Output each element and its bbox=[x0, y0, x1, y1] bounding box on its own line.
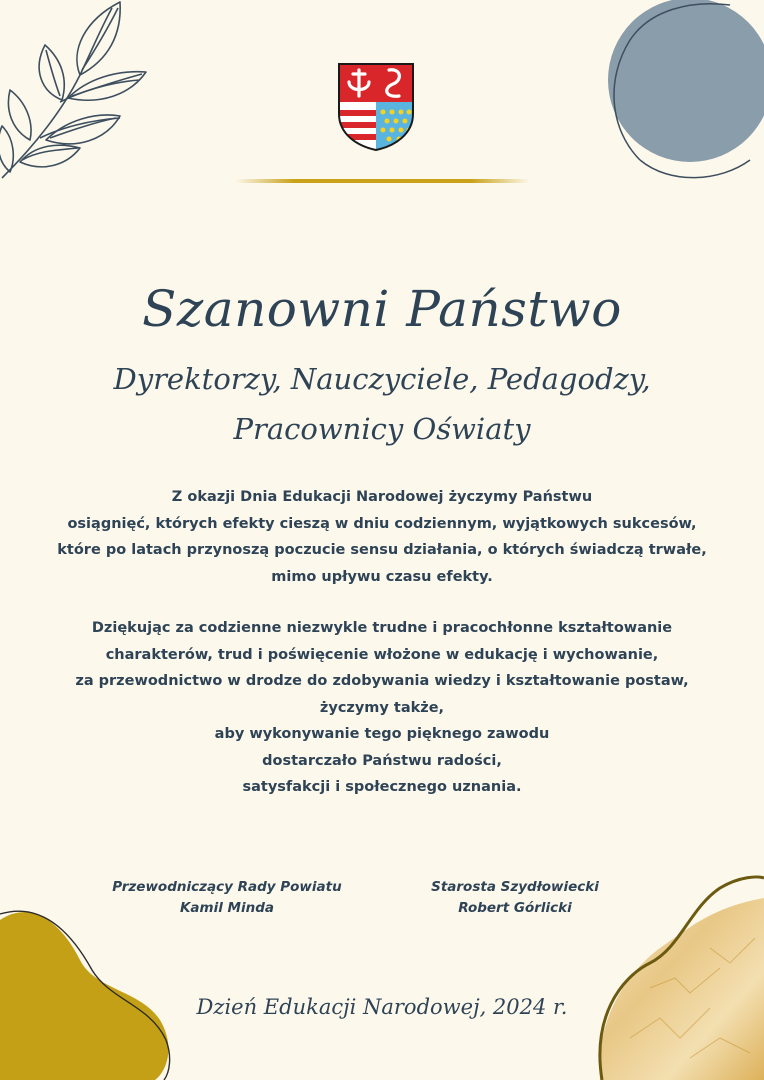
paragraph-line: które po latach przynoszą poczucie sensu działania, o których świadczą trwałe, bbox=[57, 542, 707, 558]
signature-role: Przewodniczący Rady Powiatu bbox=[112, 879, 342, 895]
paragraph-1 bbox=[40, 484, 724, 590]
page-title: Szanowni Państwo bbox=[142, 280, 622, 338]
paragraph-line: satysfakcji i społecznego uznania. bbox=[242, 779, 522, 795]
paragraph-line: charakterów, trud i poświęcenie włożone w edukację i wychowanie, bbox=[105, 646, 659, 663]
footer-date: Dzień Edukacji Narodowej, 2024 r. bbox=[196, 995, 568, 1019]
gold-divider bbox=[235, 179, 530, 183]
paragraph-line: aby wykonywanie tego pięknego zawodu bbox=[214, 726, 550, 742]
paragraph-line: Dziękując za codzienne niezwykle trudne i pracochłonne kształtowanie bbox=[91, 620, 673, 636]
coat-of-arms-icon bbox=[337, 62, 415, 152]
leaf-branch-icon bbox=[0, 0, 160, 200]
paragraph-line: mimo upływu czasu efekty. bbox=[271, 568, 493, 585]
paragraph-line: za przewodnictwo w drodze do zdobywania wiedzy i kształtowanie postaw, bbox=[75, 673, 689, 689]
textured-blob-decoration bbox=[590, 868, 764, 1080]
paragraph-line: dostarczało Państwu radości, bbox=[262, 752, 502, 769]
paragraph-2 bbox=[40, 615, 724, 801]
gold-blob-decoration bbox=[0, 900, 180, 1080]
paragraph-line: Z okazji Dnia Edukacji Narodowej życzymy Państwu bbox=[171, 489, 593, 505]
paragraph-line: życzymy także, bbox=[319, 699, 445, 716]
subtitle-line-1: Dyrektorzy, Nauczyciele, Pedagodzy, bbox=[113, 362, 651, 396]
signature-name: Kamil Minda bbox=[179, 900, 275, 916]
signature-role: Starosta Szydłowiecki bbox=[431, 879, 599, 895]
subtitle-line-2: Pracownicy Oświaty bbox=[233, 412, 531, 446]
paragraph-line: osiągnięć, których efekty cieszą w dniu codziennym, wyjątkowych sukcesów, bbox=[67, 515, 697, 532]
signature-name: Robert Górlicki bbox=[458, 900, 572, 916]
blue-circle-decoration bbox=[600, 0, 764, 190]
